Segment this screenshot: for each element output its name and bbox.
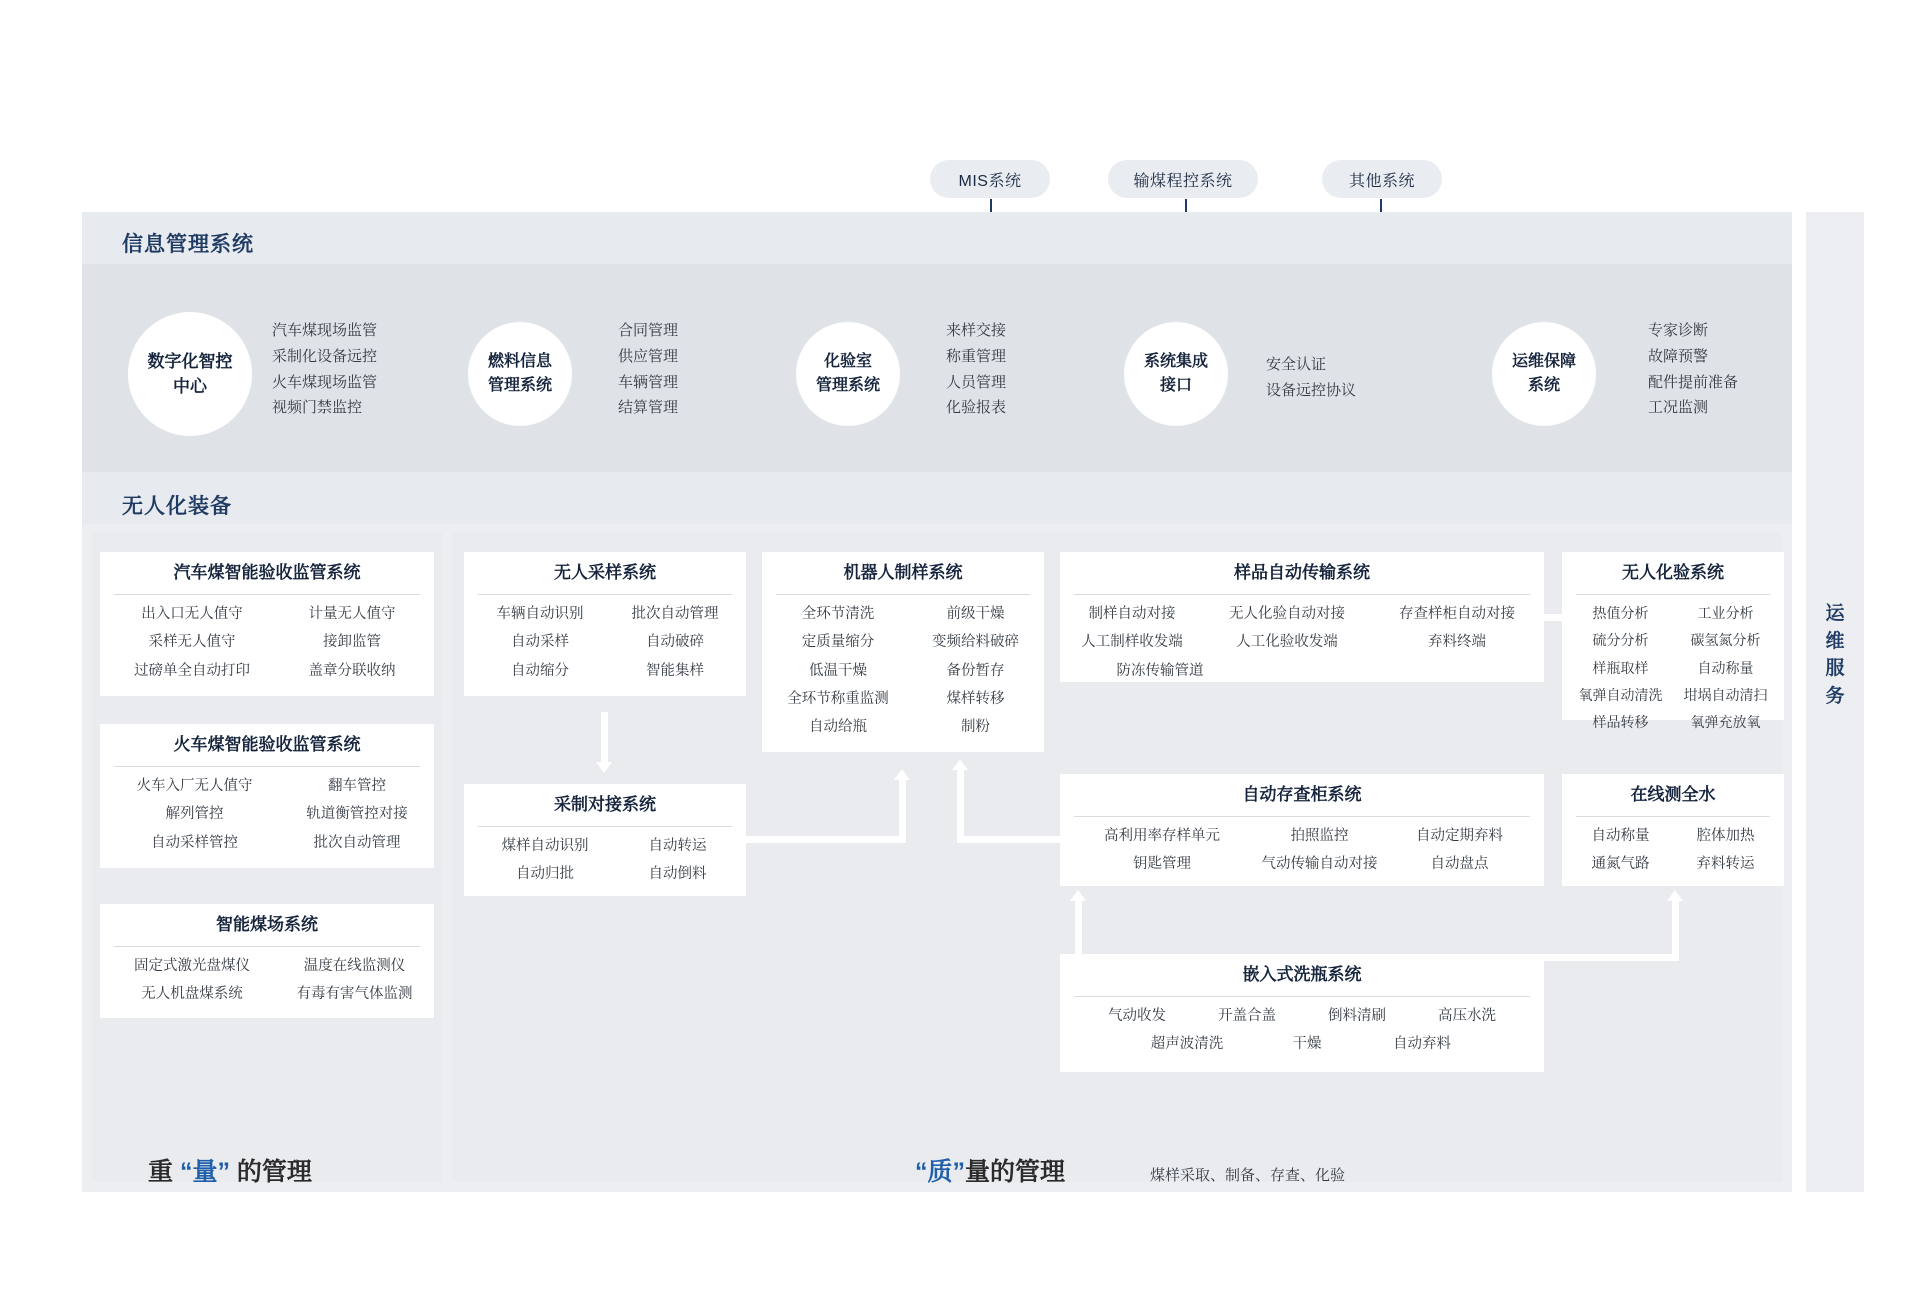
card-item: 碳氢氮分析 [1690,632,1761,649]
flow-arrow-docking-to-robot-riser [899,780,906,840]
card-body [1562,600,1784,736]
card-item: 无人化验自动对接 [1229,606,1345,622]
card-item: 温度在线监测仪 [303,958,406,974]
external-system-pill-other [1322,160,1442,198]
info-node-circle-ops-guarantee [1492,322,1596,426]
card-row [1060,822,1544,850]
card-item: 翻车管控 [328,778,386,794]
card-item: 出入口无人值守 [141,606,243,622]
circle-line-2: 管理系统 [815,377,880,394]
card-divider [114,766,420,767]
card-item: 自动转运 [648,838,707,854]
card-item: 前级干燥 [946,606,1005,622]
circle-line-2: 中心 [173,377,207,396]
info-item: 供应管理 [618,347,679,365]
external-system-label: 输煤程控系统 [1133,172,1233,190]
flow-arrow-washing-to-moisture [1672,900,1679,958]
card-item: 开盖合盖 [1218,1008,1276,1024]
info-node-items-ops-guarantee [1648,318,1738,421]
card-row [1562,627,1784,654]
card-row [100,829,434,857]
card-item: 钥匙管理 [1133,856,1191,873]
card-online-total-moisture [1562,774,1784,886]
card-row [464,600,746,628]
info-item: 视频门禁监控 [272,399,363,417]
info-item: 称重管理 [946,347,1007,365]
information-system-title: 信息管理系统 [122,233,254,256]
card-body [1060,822,1544,879]
card-divider [1074,996,1530,997]
card-item: 自动缩分 [511,662,569,679]
info-node-items-system-integration [1266,352,1356,404]
card-item: 氧弹自动清洗 [1578,686,1663,703]
card-item: 人工化验收发端 [1236,634,1338,651]
card-item: 倒料清刷 [1328,1008,1386,1024]
card-body [762,600,1044,741]
card-item: 有毒有害气体监测 [296,986,413,1003]
card-row [464,628,746,656]
footer-quality-management [915,1152,1065,1188]
info-node-items-digital-control-center [272,318,377,421]
card-item: 定质量缩分 [801,634,875,651]
card-row [1060,600,1544,628]
info-node-circle-digital-control-center [128,312,252,436]
card-item: 热值分析 [1592,605,1649,621]
card-item: 气动收发 [1108,1008,1166,1024]
card-item: 通氮气路 [1591,856,1650,873]
card-item: 煤样自动识别 [501,838,589,854]
info-item: 配件提前准备 [1648,373,1739,391]
circle-line-2: 管理系统 [487,377,552,394]
card-body [100,952,434,1009]
info-item: 采制化设备远控 [272,347,378,365]
card-item: 煤样转移 [946,690,1005,707]
flow-arrow-storage-to-transport [957,836,1067,843]
card-title: 智能煤场系统 [216,915,318,934]
card-unmanned-lab-analysis [1562,552,1784,731]
info-node-circle-lab-management [796,322,900,426]
external-system-label: 其他系统 [1348,172,1415,190]
equipment-panel-title: 无人化装备 [122,495,232,518]
ops-service-char-4: 务 [1825,685,1845,707]
card-automatic-storage-cabinet [1060,774,1544,886]
flow-arrow-washing-right [1544,954,1679,961]
card-item: 样瓶取样 [1592,659,1649,676]
card-divider [776,594,1030,595]
card-item: 拍照监控 [1290,828,1349,844]
footer-post: 的管理 [229,1158,312,1186]
info-item: 来样交接 [946,322,1007,339]
flow-arrowhead-up [1667,890,1683,901]
card-item: 过磅单全自动打印 [134,662,250,679]
card-item: 自动弃料 [1393,1036,1451,1053]
card-title: 汽车煤智能验收监管系统 [173,563,361,582]
card-item: 批次自动管理 [631,606,719,622]
card-item: 超声波清洗 [1150,1036,1224,1053]
flow-arrowhead-up [952,759,968,770]
card-item: 样品转移 [1592,714,1649,731]
card-body [1060,600,1544,685]
card-body [464,600,746,685]
card-truck-coal-acceptance [100,552,434,696]
card-divider [1074,816,1530,817]
card-row [100,772,434,800]
card-body [1562,822,1784,879]
card-robot-sample-preparation [762,552,1044,752]
card-item: 解列管控 [165,806,224,823]
card-divider [114,594,420,595]
card-train-coal-acceptance [100,724,434,868]
card-item: 自动称量 [1591,828,1650,844]
card-item: 轨道衡管控对接 [306,806,408,823]
info-item: 火车煤现场监管 [272,373,378,391]
card-row [100,657,434,685]
card-title: 无人采样系统 [554,563,656,582]
card-automatic-sample-transport [1060,552,1544,682]
card-title: 嵌入式洗瓶系统 [1242,965,1362,984]
card-row [1562,655,1784,682]
card-item: 智能集样 [646,662,704,679]
card-divider [1576,816,1770,817]
card-item: 工业分析 [1697,605,1754,621]
card-item: 氧弹充放氧 [1690,714,1761,731]
card-item: 全环节称重监测 [787,690,889,707]
circle-line-1: 系统集成 [1143,353,1208,370]
flow-arrow-docking-to-robot [746,836,906,843]
card-row [100,980,434,1008]
flow-arrowhead-down [596,762,612,773]
card-item: 弃料终端 [1428,634,1486,651]
ops-service-char-3: 服 [1825,658,1845,680]
info-node-circle-system-integration [1124,322,1228,426]
card-row [1562,822,1784,850]
card-title: 采制对接系统 [554,795,656,814]
card-body [464,832,746,889]
card-row [100,800,434,828]
card-row [762,600,1044,628]
card-item: 硫分分析 [1592,632,1649,649]
external-system-label: MIS系统 [958,172,1022,190]
card-row [762,713,1044,741]
card-divider [478,594,732,595]
info-item: 结算管理 [618,399,679,417]
card-item: 自动采样管控 [151,834,238,851]
info-item: 车辆管理 [618,373,679,391]
card-unmanned-sampling [464,552,746,696]
card-row [100,952,434,980]
card-embedded-bottle-washing [1060,954,1544,1072]
card-divider [1074,594,1530,595]
card-item: 变频给料破碎 [932,634,1019,651]
footer-highlight: “量” [179,1158,230,1186]
info-item: 人员管理 [946,373,1007,391]
card-item: 固定式激光盘煤仪 [134,958,250,974]
ops-service-char-1: 运 [1825,603,1845,624]
info-item: 设备远控协议 [1266,381,1357,399]
card-row [1060,1002,1544,1030]
card-item: 高压水洗 [1438,1008,1496,1024]
card-item: 干燥 [1292,1036,1322,1053]
external-system-pill-coal-program-control [1108,160,1258,198]
card-title: 在线测全水 [1630,785,1716,804]
footer-quality-subtitle: 煤样采取、制备、存查、化验 [1150,1167,1346,1184]
card-item: 自动采样 [511,634,569,651]
equipment-panel-header [82,472,1792,524]
card-title: 火车煤智能验收监管系统 [173,735,361,754]
info-node-items-lab-management [946,318,1006,421]
card-row [464,832,746,860]
info-item: 专家诊断 [1648,322,1709,339]
card-item: 采样无人值守 [148,634,236,651]
card-item: 防冻传输管道 [1116,662,1204,679]
card-item: 制粉 [961,719,990,736]
card-title: 无人化验系统 [1622,563,1724,582]
card-row [1060,657,1544,685]
card-item: 批次自动管理 [313,834,401,851]
card-title: 样品自动传输系统 [1234,563,1370,582]
card-row [1060,850,1544,878]
card-title: 自动存查柜系统 [1242,785,1362,804]
card-item: 坩埚自动清扫 [1683,686,1768,703]
card-item: 自动归批 [516,866,574,883]
card-row [1562,850,1784,878]
card-item: 制样自动对接 [1088,606,1176,622]
info-item: 合同管理 [618,322,679,339]
card-row [762,685,1044,713]
card-item: 自动称量 [1697,659,1754,676]
info-node-items-fuel-information [618,318,678,421]
card-row [762,657,1044,685]
card-divider [114,946,420,947]
card-item: 气动传输自动对接 [1261,856,1378,873]
card-item: 计量无人值守 [308,606,396,622]
card-row [1562,709,1784,736]
info-item: 化验报表 [946,399,1007,417]
circle-line-1: 燃料信息 [487,353,552,370]
external-system-pill-mis [930,160,1050,198]
card-item: 车辆自动识别 [496,606,584,622]
card-item: 盖章分联收纳 [308,662,396,679]
info-item: 工况监测 [1648,399,1709,417]
card-body [100,772,434,857]
footer-post: 量的管理 [965,1158,1066,1186]
card-row [100,628,434,656]
card-row [1562,600,1784,627]
card-item: 自动破碎 [646,634,704,651]
circle-line-1: 数字化智控 [147,351,233,371]
card-item: 自动倒料 [648,866,707,883]
card-item: 全环节清洗 [801,606,875,622]
flow-arrowhead-up [894,769,910,780]
card-item: 人工制样收发端 [1081,634,1183,651]
footer-highlight: “质” [915,1158,966,1186]
flow-arrow-sampling-to-docking [601,712,608,762]
card-row [762,628,1044,656]
footer-quantity-management [148,1152,312,1188]
card-divider [478,826,732,827]
card-title: 机器人制样系统 [843,563,963,582]
card-item: 无人机盘煤系统 [141,986,243,1003]
card-item: 自动定期弃料 [1416,828,1503,844]
flow-arrow-transport-riser [957,770,964,840]
ops-service-label [1806,600,1864,710]
card-row [1562,682,1784,709]
card-item: 备份暂存 [946,662,1005,679]
card-item: 自动给瓶 [809,719,867,736]
card-item: 自动盘点 [1430,856,1489,873]
card-body [1060,1002,1544,1059]
info-item: 安全认证 [1266,356,1327,373]
card-row [464,657,746,685]
card-sampling-preparation-docking [464,784,746,896]
card-row [1060,628,1544,656]
card-item: 低温干燥 [809,662,867,679]
info-node-circle-fuel-information [468,322,572,426]
card-body [100,600,434,685]
card-smart-coal-yard [100,904,434,1018]
information-system-header [82,212,1792,264]
circle-line-2: 系统 [1527,377,1560,394]
card-item: 腔体加热 [1696,828,1755,844]
ops-service-char-2: 维 [1825,630,1845,652]
circle-line-1: 化验室 [823,353,872,370]
card-row [100,600,434,628]
flow-arrow-transport-to-lab [1544,614,1564,621]
circle-line-2: 接口 [1159,377,1192,394]
card-item: 高利用率存样单元 [1104,828,1220,844]
card-item: 火车入厂无人值守 [136,778,253,794]
card-row [1060,1030,1544,1058]
card-row [464,860,746,888]
circle-line-1: 运维保障 [1511,353,1576,370]
flow-arrow-washing-to-storage [1075,900,1082,958]
info-item: 汽车煤现场监管 [272,322,378,339]
card-item: 弃料转运 [1696,856,1755,873]
card-item: 存查样柜自动对接 [1399,606,1515,622]
info-item: 故障预警 [1648,347,1709,365]
card-divider [1576,594,1770,595]
card-item: 接卸监管 [323,634,381,651]
flow-arrowhead-up [1070,890,1086,901]
footer-pre: 重 [148,1158,180,1186]
